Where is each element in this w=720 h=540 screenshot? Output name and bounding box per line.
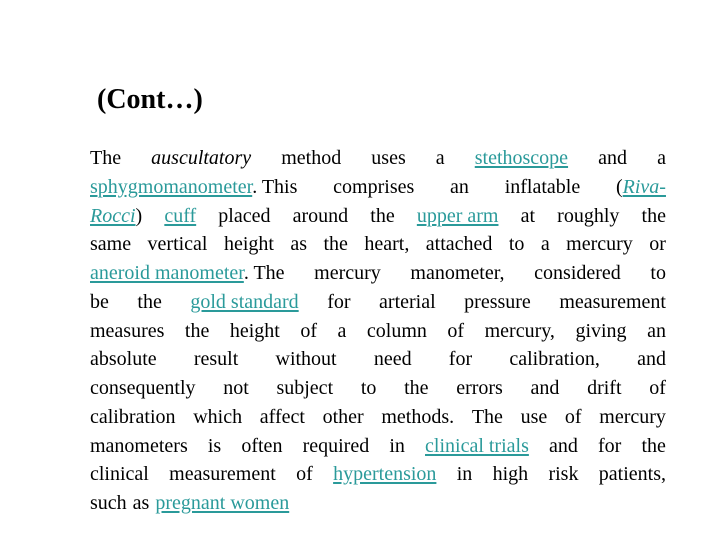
word	[493, 460, 529, 489]
text-line	[90, 489, 666, 518]
text-run: to	[360, 377, 377, 400]
text-run: mercury	[599, 405, 666, 428]
word	[417, 202, 499, 231]
text-run: other	[322, 405, 364, 428]
word	[90, 173, 297, 202]
text-run: for	[448, 348, 473, 371]
word	[90, 345, 157, 374]
text-run: at	[520, 204, 536, 227]
riva-rocci-link[interactable]: Riva-	[622, 175, 666, 198]
rocci-link[interactable]: Rocci	[90, 204, 136, 227]
text-run: required	[302, 434, 370, 457]
text-run: roughly	[557, 204, 620, 227]
word	[223, 374, 249, 403]
text-run: uses	[371, 147, 406, 169]
word	[90, 460, 149, 489]
word	[549, 432, 578, 461]
word	[649, 374, 666, 403]
text-line	[90, 317, 666, 346]
word	[164, 202, 196, 231]
word	[323, 403, 364, 432]
word	[509, 230, 525, 259]
word	[364, 230, 409, 259]
pregnant-women-link[interactable]: pregnant women	[155, 492, 290, 515]
text-line	[90, 144, 666, 173]
text-run: height	[229, 319, 280, 342]
text-run: manometer,	[410, 262, 505, 285]
paren: (	[615, 175, 623, 198]
text-run: clinical	[90, 463, 149, 486]
stethoscope-link[interactable]: stethoscope	[474, 147, 569, 169]
text-line	[90, 173, 666, 202]
text-run: giving	[575, 319, 627, 342]
text-run: as	[290, 233, 308, 256]
word	[587, 374, 621, 403]
text-run: same	[90, 233, 132, 256]
text-run: be	[90, 290, 109, 313]
text-run: affect	[259, 405, 305, 428]
word	[371, 144, 405, 173]
word	[521, 403, 548, 432]
word	[300, 317, 317, 346]
word	[151, 144, 251, 173]
word	[90, 489, 127, 518]
text-run: the	[404, 377, 429, 400]
text-run: absolute	[90, 348, 157, 371]
text-run: of	[564, 405, 582, 428]
text-run: high	[492, 463, 529, 486]
word	[575, 317, 626, 346]
word	[404, 374, 428, 403]
text-run: as	[132, 492, 150, 515]
word	[190, 288, 298, 317]
text-run: of	[649, 377, 666, 400]
cuff-link[interactable]: cuff	[164, 204, 197, 227]
text-line	[90, 403, 666, 432]
word	[276, 345, 337, 374]
word	[290, 230, 307, 259]
word	[475, 144, 568, 173]
upper-arm-link[interactable]: upper arm	[416, 204, 499, 227]
word	[449, 345, 472, 374]
word	[566, 230, 633, 259]
word	[90, 432, 188, 461]
text-run: mercury	[314, 262, 381, 285]
word	[599, 403, 666, 432]
word	[230, 317, 280, 346]
text-run: without	[275, 348, 337, 371]
text-run: placed	[218, 204, 271, 227]
text-run: risk	[548, 463, 579, 486]
text-run: inflatable	[504, 175, 581, 198]
text-run: the	[641, 434, 666, 457]
text-run: in	[389, 434, 405, 457]
word	[148, 230, 208, 259]
text-run: considered	[534, 262, 621, 285]
text-run: . This	[252, 175, 298, 198]
word	[456, 374, 503, 403]
word	[389, 432, 405, 461]
word	[657, 144, 666, 173]
word	[426, 230, 493, 259]
word	[90, 403, 176, 432]
word	[557, 202, 619, 231]
text-run: heart,	[364, 233, 410, 256]
sphygmomanometer-link[interactable]: sphygmomanometer	[90, 175, 253, 198]
word	[133, 489, 150, 518]
text-run: in	[456, 463, 473, 486]
word	[155, 489, 289, 518]
text-run: to	[508, 233, 525, 256]
text-run: and	[530, 377, 560, 400]
word	[534, 259, 621, 288]
word	[90, 230, 131, 259]
word	[137, 288, 161, 317]
text-run: for	[598, 434, 622, 457]
text-run: )	[135, 204, 143, 227]
word	[641, 432, 665, 461]
text-run: use	[520, 405, 548, 428]
word	[293, 202, 349, 231]
text-run: and	[549, 434, 578, 457]
word	[505, 173, 581, 202]
word	[185, 317, 209, 346]
text-run: which	[193, 405, 243, 428]
word	[457, 460, 473, 489]
text-run: pressure	[464, 290, 531, 313]
text-run: of	[296, 463, 313, 486]
text-run: measures	[90, 319, 165, 342]
text-run: comprises	[333, 175, 415, 198]
word	[548, 460, 578, 489]
text-line	[90, 432, 666, 461]
word	[90, 317, 164, 346]
text-run: around	[292, 204, 349, 227]
word	[314, 259, 381, 288]
text-run: calibration,	[509, 348, 600, 371]
word	[447, 317, 464, 346]
text-run: attached	[425, 233, 493, 256]
text-run: and	[598, 147, 628, 169]
gold-standard-link[interactable]: gold standard	[190, 290, 299, 313]
clinical-trials-link[interactable]: clinical trials	[425, 434, 529, 457]
word	[541, 230, 550, 259]
word	[90, 374, 196, 403]
word	[90, 288, 109, 317]
word	[647, 317, 666, 346]
word	[194, 345, 238, 374]
word	[637, 345, 666, 374]
text-run: height	[223, 233, 274, 256]
word	[303, 432, 370, 461]
text-run: the	[323, 233, 348, 256]
word	[218, 202, 270, 231]
word	[598, 432, 621, 461]
word	[224, 230, 274, 259]
text-run: drift	[587, 377, 622, 400]
word	[425, 432, 529, 461]
text-run: to	[650, 262, 666, 285]
text-run: the	[184, 319, 210, 342]
word	[193, 403, 242, 432]
word	[367, 317, 427, 346]
word	[531, 374, 560, 403]
text-run: for	[327, 290, 351, 313]
text-run: measurement	[169, 463, 276, 486]
text-run: such	[90, 492, 127, 515]
text-line	[90, 460, 666, 489]
text-run: the	[370, 204, 395, 227]
text-run: methods.	[381, 405, 455, 428]
text-run: calibration	[90, 405, 176, 428]
text-run: result	[193, 348, 239, 371]
text-run: of	[447, 319, 465, 342]
word	[327, 288, 350, 317]
text-run: auscultatory	[151, 147, 252, 169]
text-line	[90, 230, 666, 259]
word	[464, 288, 531, 317]
text-run: the	[137, 290, 162, 313]
word	[450, 173, 469, 202]
text-line	[90, 288, 666, 317]
text-run: a	[435, 147, 445, 169]
word	[616, 173, 666, 202]
text-run: The	[471, 405, 503, 428]
word	[90, 202, 142, 231]
word	[598, 144, 627, 173]
text-run: subject	[276, 377, 334, 400]
text-run: a	[337, 319, 347, 342]
word	[276, 374, 333, 403]
word	[485, 317, 555, 346]
word	[361, 374, 377, 403]
text-run: a	[657, 147, 666, 169]
text-run: mercury,	[484, 319, 555, 342]
word	[338, 317, 347, 346]
word	[381, 403, 454, 432]
word	[296, 460, 313, 489]
text-run: The	[90, 147, 122, 169]
text-run: vertical	[147, 233, 208, 256]
text-run: a	[540, 233, 550, 256]
text-run: and	[637, 348, 666, 371]
text-run: an	[647, 319, 666, 342]
word	[169, 460, 276, 489]
text-line	[90, 202, 666, 231]
word	[333, 460, 436, 489]
word	[642, 202, 666, 231]
text-run: . The	[243, 262, 285, 285]
text-line	[90, 374, 666, 403]
word	[565, 403, 582, 432]
text-run: mercury	[566, 233, 633, 256]
body-paragraph	[90, 144, 666, 518]
word	[208, 432, 221, 461]
word	[241, 432, 282, 461]
word	[323, 230, 347, 259]
word	[281, 144, 341, 173]
word	[599, 460, 666, 489]
word	[509, 345, 600, 374]
text-run: not	[223, 377, 249, 400]
text-run: often	[241, 434, 283, 457]
text-run: of	[300, 319, 318, 342]
word	[559, 288, 666, 317]
word	[90, 259, 285, 288]
word	[90, 144, 121, 173]
text-line	[90, 259, 666, 288]
word	[650, 259, 666, 288]
text-run: consequently	[90, 377, 196, 400]
text-run: patients,	[598, 463, 666, 486]
text-run: or	[649, 233, 666, 256]
text-run: arterial	[379, 290, 436, 313]
text-run: measurement	[559, 290, 666, 313]
slide-title: (Cont…)	[97, 84, 203, 115]
text-line	[90, 345, 666, 374]
word	[472, 403, 503, 432]
word	[260, 403, 305, 432]
text-run: need	[373, 348, 412, 371]
text-run: errors	[456, 377, 503, 400]
word	[370, 202, 394, 231]
word	[374, 345, 412, 374]
text-run: an	[450, 175, 469, 198]
word	[333, 173, 414, 202]
text-run: manometers	[90, 434, 188, 457]
text-run: method	[281, 147, 342, 169]
word	[521, 202, 535, 231]
text-run: column	[366, 319, 427, 342]
word	[410, 259, 504, 288]
aneroid-manometer-link[interactable]: aneroid manometer	[90, 262, 244, 285]
text-run: is	[207, 434, 222, 457]
word	[436, 144, 445, 173]
word	[379, 288, 436, 317]
hypertension-link[interactable]: hypertension	[333, 463, 437, 486]
word	[649, 230, 666, 259]
text-run: the	[641, 204, 666, 227]
